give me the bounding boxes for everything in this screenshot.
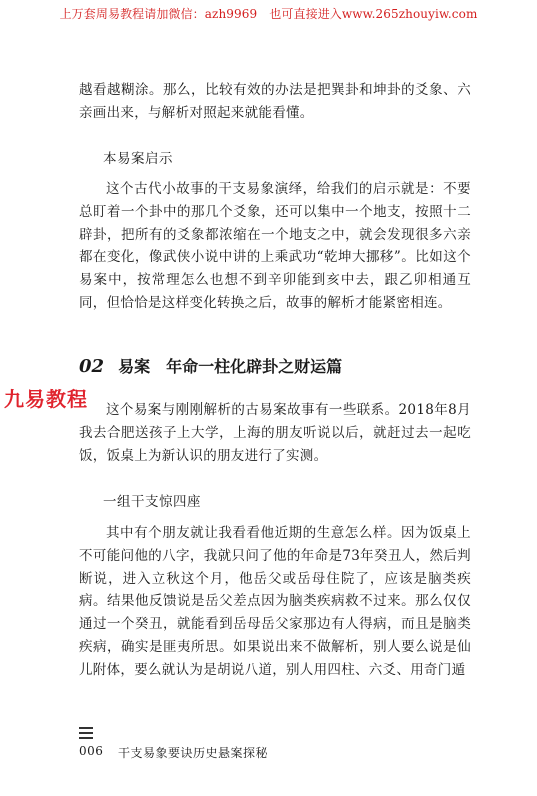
paragraph-1: 越看越糊涂。那么，比较有效的办法是把巽卦和坤卦的爻象、六亲画出来，与解析对照起来就能看懂。 <box>79 82 471 121</box>
paragraph-2: 这个古代小故事的干支易象演绎，给我们的启示就是：不要总盯着一个卦中的那几个爻象，还可以集中一个地支，按照十二辟卦，把所有的爻象都浓缩在一个地支之中，就会发现很多六亲都在变化，像武侠小说中讲的上乘武功“乾坤大挪移”。比如这个易案中，按常理怎么也想不到辛卯能到亥中去，跟乙卯相通互同，但恰恰是这样变化转换之后，故事的解析才能紧密相连。 <box>79 181 471 311</box>
paragraph-4: 其中有个朋友就让我看看他近期的生意怎么样。因为饭桌上不可能问他的八字，我就只问了他的年命是73年癸丑人，然后判断说，进入立秋这个月，他岳父或岳母住院了，应该是脑类疾病。结果他反馈说是岳父差点因为脑类疾病救不过来。那么仅仅通过一个癸丑，就能看到岳母岳父家那边有人得病，而且是脑类疾病，确实是匪夷所思。如果说出来不做解析，别人要么说是仙儿附体，要么就认为是胡说八道，别人用四柱、六爻、用奇门遁 <box>79 525 471 678</box>
chapter-number: 02 <box>79 356 105 377</box>
watermark-logo: 九易教程 <box>4 387 88 411</box>
paragraph-3: 这个易案与刚刚解析的古易案故事有一些联系。2018年8月我去合肥送孩子上大学，上海的朋友听说以后，就赶过去一起吃饭，饭桌上为新认识的朋友进行了实测。 <box>79 402 471 464</box>
chapter-keyword: 易案 <box>118 357 151 376</box>
chapter-title: 年命一柱化辟卦之财运篇 <box>166 357 343 376</box>
footer-decoration-icon <box>79 727 93 742</box>
section-subheading-1: 本易案启示 <box>103 151 173 167</box>
chapter-heading <box>79 354 342 377</box>
header-banner: 上万套周易教程请加微信：azh9969 也可直接进入www.265zhouyiw.com <box>59 7 478 21</box>
page-number: 006 <box>79 744 104 758</box>
section-subheading-2: 一组干支惊四座 <box>103 494 201 510</box>
book-title: 干支易象要诀历史悬案探秘 <box>118 746 269 760</box>
